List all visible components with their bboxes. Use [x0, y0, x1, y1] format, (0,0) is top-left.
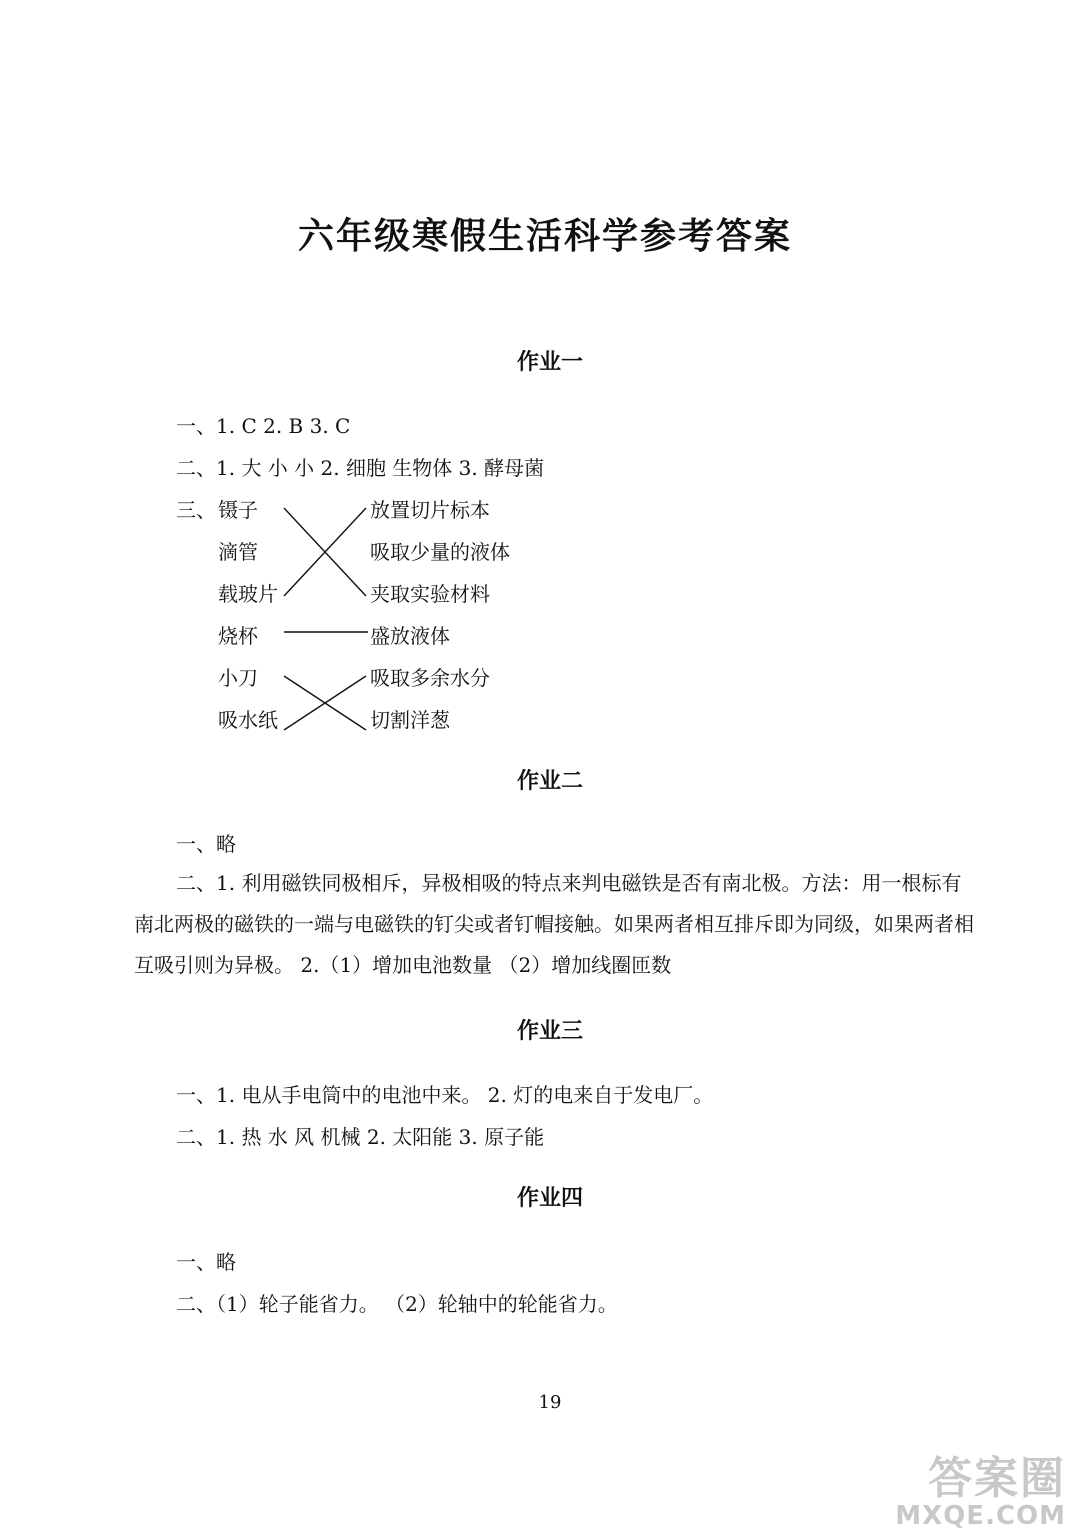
match-right-4: 盛放液体: [370, 624, 450, 648]
watermark-logo: [895, 1453, 1066, 1531]
match-left-3: 载玻片: [218, 582, 278, 606]
match-right-5: 吸取多余水分: [370, 666, 490, 690]
hw3-line-1: 一、1. 电从手电筒中的电池中来。 2. 灯的电来自于发电厂。: [176, 1083, 714, 1107]
hw2-paragraph-text: 二、1. 利用磁铁同极相斥，异极相吸的特点来判电磁铁是否有南北极。方法：用一根标有南北两极的磁铁的一端与电磁铁的钉尖或者钉帽接触。如果两者相互排斥即为同级，如果两者相互吸引则为异极。 2.（1）增加电池数量 （2）增加线圈匝数: [134, 871, 974, 977]
page-title: 六年级寒假生活科学参考答案: [297, 215, 792, 257]
section-heading-hw1: 作业一: [516, 349, 583, 375]
match-left-1: 镊子: [218, 498, 258, 522]
hw2-paragraph: [134, 863, 974, 986]
hw1-line-2: 二、1. 大 小 小 2. 细胞 生物体 3. 酵母菌: [176, 456, 545, 480]
match-left-4: 烧杯: [218, 624, 258, 648]
hw1-line-1: 一、1. C 2. B 3. C: [176, 414, 351, 438]
hw4-line-2: 二、（1）轮子能省力。 （2）轮轴中的轮能省力。: [176, 1292, 618, 1316]
hw1-line-3-prefix: 三、: [176, 498, 216, 522]
match-left-2: 滴管: [218, 540, 258, 564]
match-right-1: 放置切片标本: [370, 498, 490, 522]
match-left-5: 小刀: [218, 666, 258, 690]
hw4-line-1: 一、略: [176, 1250, 236, 1274]
match-right-6: 切割洋葱: [370, 708, 450, 732]
section-heading-hw3: 作业三: [516, 1018, 583, 1044]
page-number: 19: [538, 1392, 562, 1413]
section-heading-hw4: 作业四: [516, 1185, 583, 1211]
match-left-6: 吸水纸: [218, 708, 278, 732]
hw2-line-1: 一、略: [176, 832, 236, 856]
match-right-3: 夹取实验材料: [370, 582, 490, 606]
match-right-2: 吸取少量的液体: [370, 540, 510, 564]
watermark-line-1: 答案圈: [928, 1453, 1066, 1504]
section-heading-hw2: 作业二: [516, 768, 583, 794]
watermark-line-2: MXQE.COM: [895, 1501, 1066, 1531]
hw3-line-2: 二、1. 热 水 风 机械 2. 太阳能 3. 原子能: [176, 1125, 545, 1149]
